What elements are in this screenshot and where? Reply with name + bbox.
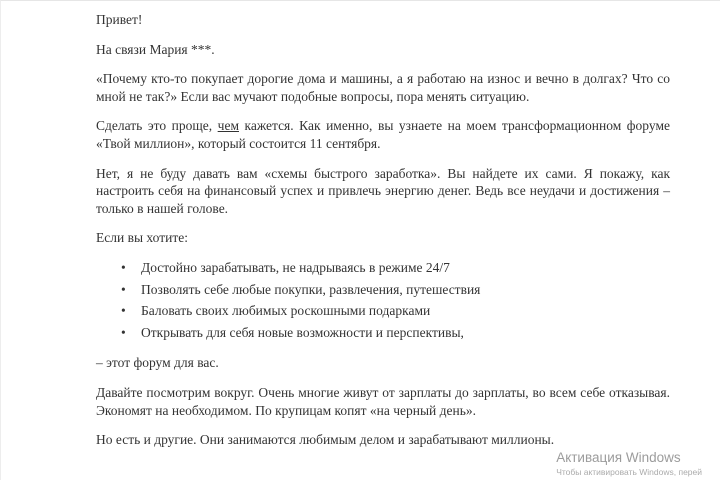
paragraph-forum-after: кажется. Как именно, вы узнаете на моем трансформационном форуме «Твой миллион», который состоится 11 сентября. (96, 118, 670, 151)
list-item (121, 259, 670, 277)
watermark-title: Активация Windows (556, 450, 681, 465)
paragraph-forum (96, 117, 670, 152)
list-item-text: Баловать своих любимых роскошными подарками (141, 303, 431, 319)
list-item-text: Позволять себе любые покупки, развлечения, путешествия (141, 281, 481, 297)
paragraph-others: Но есть и другие. Они занимаются любимым делом и зарабатывают миллионы. (96, 432, 555, 448)
paragraph-intro: На связи Мария ***. (96, 41, 215, 57)
windows-activation-watermark (556, 450, 702, 477)
bullet-list (96, 259, 670, 341)
paragraph-forum-before: Сделать это проще, (96, 118, 218, 134)
list-item-text: Достойно зарабатывать, не надрываясь в режиме 24/7 (141, 259, 450, 275)
document-body (96, 11, 670, 461)
bullet-icon: • (121, 303, 126, 319)
list-item (121, 324, 670, 342)
paragraph-questions: «Почему кто-то покупает дорогие дома и машины, а я работаю на износ и вечно в долгах? Что со мной не так?» Если вас мучают подобные вопросы, пора менять ситуацию. (96, 71, 670, 104)
paragraph-greeting: Привет! (96, 12, 143, 27)
watermark-subtitle: Чтобы активировать Windows, перей (556, 467, 702, 477)
spellcheck-underlined-word: чем (217, 118, 239, 134)
bullet-icon: • (121, 324, 126, 340)
list-item (121, 302, 670, 320)
paragraph-conclusion: – этот форум для вас. (96, 355, 219, 371)
paragraph-list-intro: Если вы хотите: (96, 230, 188, 246)
paragraph-look-around: Давайте посмотрим вокруг. Очень многие живут от зарплаты до зарплаты, во всем себе отказывая. Экономят на необходимом. По крупицам копят «на черный день». (96, 384, 670, 418)
bullet-icon: • (121, 259, 126, 275)
list-item (121, 281, 670, 299)
paragraph-no-schemes: Нет, я не буду давать вам «схемы быстрого заработка». Вы найдете их сами. Я покажу, как настроить себя на финансовый успех и привлечь энергию денег. Ведь все неудачи и достижения – только в нашей голове. (96, 165, 670, 216)
bullet-icon: • (121, 281, 126, 297)
list-item-text: Открывать для себя новые возможности и перспективы, (141, 324, 464, 340)
